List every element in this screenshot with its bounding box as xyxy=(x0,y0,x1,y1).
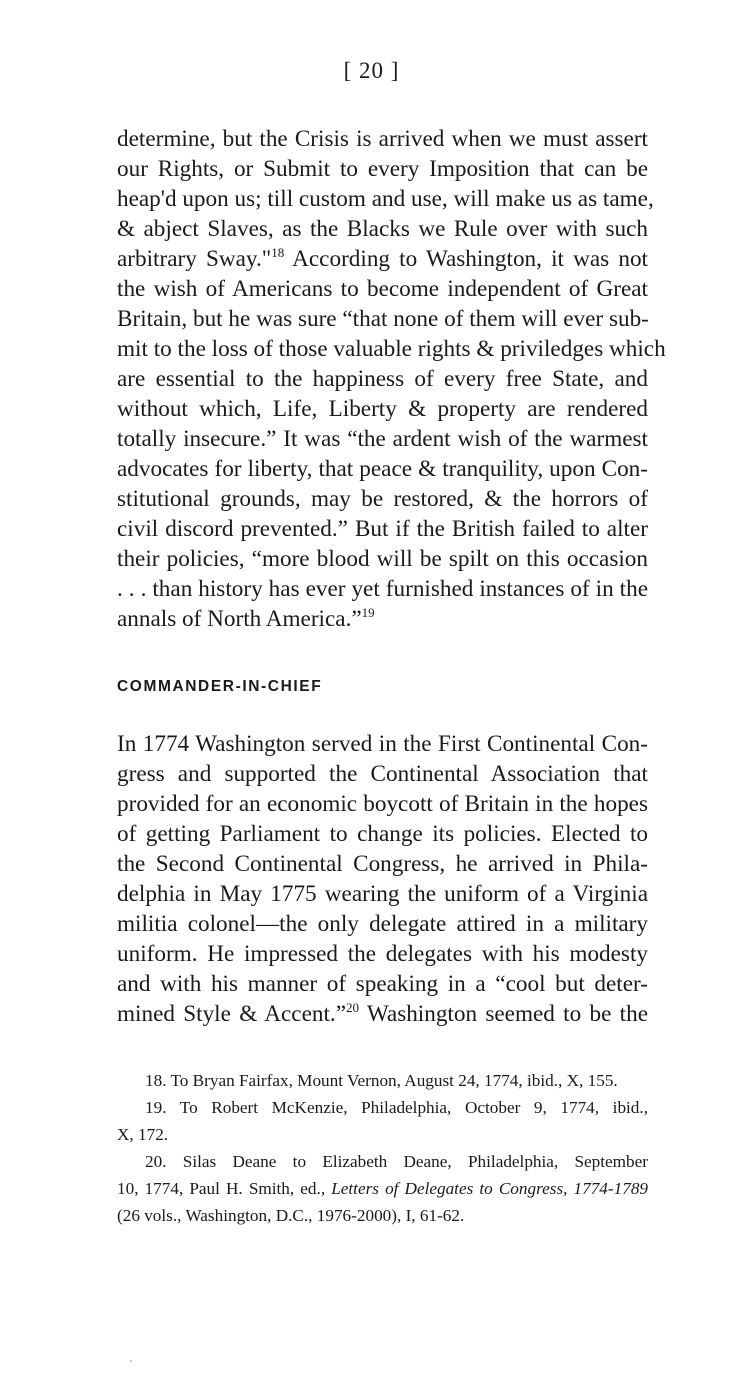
text-line: gress and supported the Continental Association that xyxy=(117,761,648,787)
text-fragment: annals of North America.” xyxy=(117,606,362,632)
footnote-20-cont xyxy=(117,1175,648,1202)
text-fragment: Washington seemed to be the xyxy=(359,1001,649,1027)
text-line: advocates for liberty, that peace & tranquility, upon Con- xyxy=(117,456,648,482)
text-fragment: mined Style & Accent.” xyxy=(117,1001,346,1027)
paragraph-1 xyxy=(117,124,666,634)
footnotes xyxy=(117,1067,648,1229)
footnote-19: 19. To Robert McKenzie, Philadelphia, October 9, 1774, ibid., xyxy=(145,1098,648,1117)
text-line: without which, Life, Liberty & property are rendered xyxy=(117,396,648,422)
text-line: of getting Parliament to change its policies. Elected to xyxy=(117,821,648,847)
text-line xyxy=(117,604,648,634)
text-line: militia colonel—the only delegate attired in a military xyxy=(117,911,648,937)
section-heading: COMMANDER-IN-CHIEF xyxy=(117,678,323,695)
text-line: determine, but the Crisis is arrived when we must assert xyxy=(117,126,648,152)
text-fragment: According to Washington, it was not xyxy=(284,246,648,272)
text-line: our Rights, or Submit to every Imposition that can be xyxy=(117,156,648,182)
text-line: Britain, but he was sure “that none of them will ever sub- xyxy=(117,306,649,332)
text-line: the wish of Americans to become independent of Great xyxy=(117,276,648,302)
text-line: civil discord prevented.” But if the British failed to alter xyxy=(117,516,648,542)
text-line xyxy=(117,244,648,274)
footnote-ref-19: 19 xyxy=(361,605,375,620)
text-line: In 1774 Washington served in the First Continental Con- xyxy=(117,731,648,757)
text-line: and with his manner of speaking in a “cool but deter- xyxy=(117,971,648,997)
footnote-text: 10, 1774, Paul H. Smith, ed., xyxy=(117,1179,332,1198)
text-line: & abject Slaves, as the Blacks we Rule over with such xyxy=(117,216,648,242)
footnote-ref-18: 18 xyxy=(271,245,285,260)
text-line: provided for an economic boycott of Britain in the hopes xyxy=(117,791,648,817)
text-line: uniform. He impressed the delegates with his modesty xyxy=(117,941,648,967)
text-line: delphia in May 1775 wearing the uniform of a Virginia xyxy=(117,881,648,907)
footnote-ref-20: 20 xyxy=(346,1000,359,1015)
text-line: the Second Continental Congress, he arrived in Phila- xyxy=(117,851,648,877)
text-line: mit to the loss of those valuable rights & priviledges which xyxy=(117,336,666,362)
footnote-18: 18. To Bryan Fairfax, Mount Vernon, August 24, 1774, ibid., X, 155. xyxy=(145,1071,618,1090)
page-number: [ 20 ] xyxy=(343,58,400,83)
text-line: totally insecure.” It was “the ardent wish of the warmest xyxy=(117,426,648,452)
footnote-19-cont: X, 172. xyxy=(117,1125,169,1144)
text-fragment: arbitrary Sway." xyxy=(117,246,272,272)
text-line: heap'd upon us; till custom and use, will make us as tame, xyxy=(117,186,654,212)
footnote-20-cont: (26 vols., Washington, D.C., 1976-2000), I, 61-62. xyxy=(117,1206,465,1225)
text-line: their policies, “more blood will be spilt on this occasion xyxy=(117,546,648,572)
text-line: are essential to the happiness of every free State, and xyxy=(117,366,648,392)
text-line xyxy=(117,999,648,1029)
scan-speck xyxy=(130,1360,132,1362)
footnote-20: 20. Silas Deane to Elizabeth Deane, Philadelphia, September xyxy=(145,1152,648,1171)
text-line: stitutional grounds, may be restored, & the horrors of xyxy=(117,486,648,512)
book-title: Letters of Delegates to Congress, 1774-1789 xyxy=(331,1179,649,1198)
text-line: . . . than history has ever yet furnished instances of in the xyxy=(117,576,648,602)
paragraph-2 xyxy=(117,729,648,1029)
